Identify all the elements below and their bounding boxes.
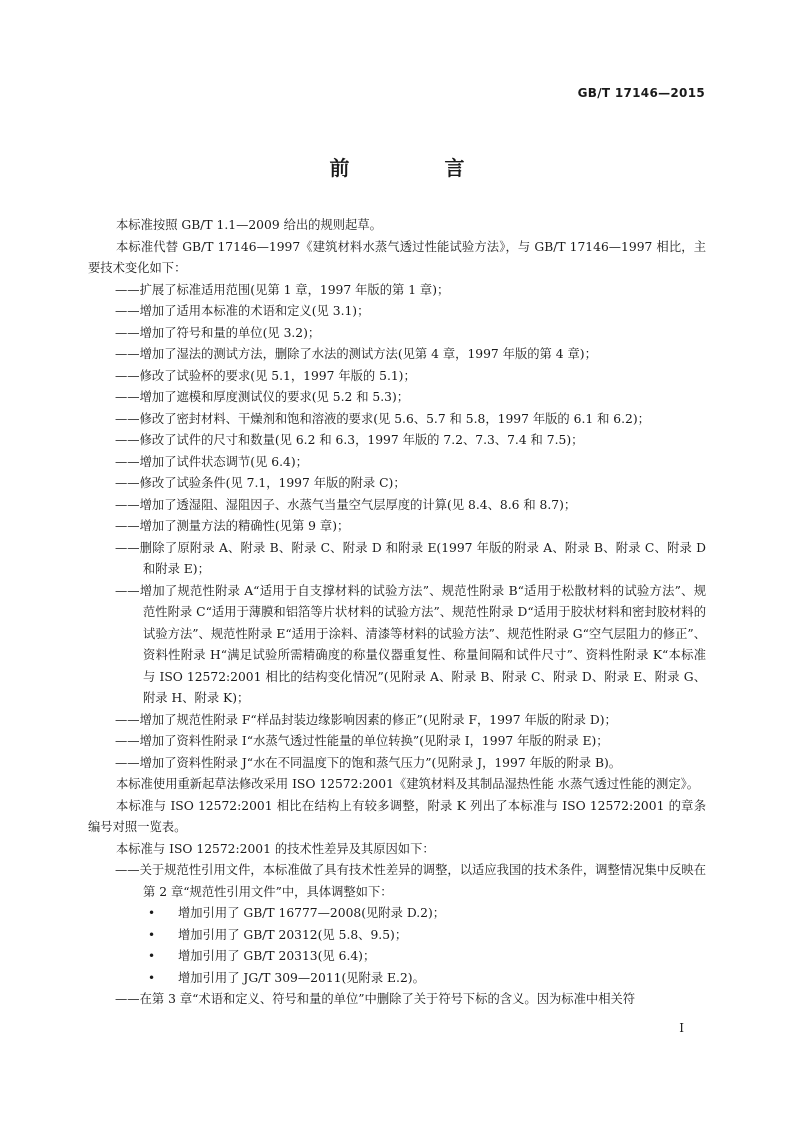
change-item: —— 增加了规范性附录 A“适用于自支撑材料的试验方法”、规范性附录 B“适用于松散材料的试验方法”、规范性附录 C“适用于薄膜和铝箔等片状材料的试验方法”、规范性附录 D“适用于胶状材料和密封胶材料的试验方法”、规范性附录 E“适用于涂料、清漆等材料的试验方法”、规范性附录 G“空气层阻力的修正”、资料性附录 H“满足试验所需精确度的称量仪器重复性、称量间隔和试件尺寸”、资料性附录 K“本标准与 ISO 12572:2001 相比的结构变化情况”(见附录 A、附录 B、附录 C、附录 D、附录 E、附录 G、附录 H、附录 K)； [88,581,706,710]
page-title: 前 言 [329,156,509,180]
bullet-item: • 增加引用了 JG/T 309—2011(见附录 E.2)。 [88,968,706,990]
difference-item: —— 在第 3 章“术语和定义、符号和量的单位”中删除了关于符号下标的含义。因为标准中相关符 [88,989,706,1011]
change-item: —— 增加了透湿阻、湿阻因子、水蒸气当量空气层厚度的计算(见 8.4、8.6 和 8.7)； [88,495,706,517]
change-item: —— 增加了湿法的测试方法，删除了水法的测试方法(见第 4 章，1997 年版的第 4 章)； [88,344,706,366]
change-item: —— 增加了遮模和厚度测试仪的要求(见 5.2 和 5.3)； [88,387,706,409]
change-item: —— 增加了符号和量的单位(见 3.2)； [88,323,706,345]
bullet-item: • 增加引用了 GB/T 20312(见 5.8、9.5)； [88,925,706,947]
preface-body [88,215,706,1011]
change-item: —— 修改了试验杯的要求(见 5.1，1997 年版的 5.1)； [88,366,706,388]
change-item: —— 增加了测量方法的精确性(见第 9 章)； [88,516,706,538]
change-item: —— 修改了密封材料、干燥剂和饱和溶液的要求(见 5.6、5.7 和 5.8，1997 年版的 6.1 和 6.2)； [88,409,706,431]
change-item: —— 删除了原附录 A、附录 B、附录 C、附录 D 和附录 E(1997 年版的附录 A、附录 B、附录 C、附录 D 和附录 E)； [88,538,706,581]
standard-code: GB/T 17146—2015 [577,86,705,100]
paragraph: 本标准与 ISO 12572:2001 的技术性差异及其原因如下： [116,841,435,856]
difference-item: —— 关于规范性引用文件，本标准做了具有技术性差异的调整，以适应我国的技术条件，调整情况集中反映在第 2 章“规范性引用文件”中，具体调整如下： [88,860,706,903]
change-item: —— 增加了试件状态调节(见 6.4)； [88,452,706,474]
change-item: —— 修改了试件的尺寸和数量(见 6.2 和 6.3，1997 年版的 7.2、7.3、7.4 和 7.5)； [88,430,706,452]
change-item: —— 修改了试验条件(见 7.1，1997 年版的附录 C)； [88,473,706,495]
paragraph: 本标准使用重新起草法修改采用 ISO 12572:2001《建筑材料及其制品湿热性能 水蒸气透过性能的测定》。 [116,777,700,791]
bullet-item: • 增加引用了 GB/T 20313(见 6.4)； [88,946,706,968]
paragraph: 本标准代替 GB/T 17146—1997《建筑材料水蒸气透过性能试验方法》，与 GB/T 17146—1997 相比，主要技术变化如下： [88,239,706,275]
change-item: —— 增加了资料性附录 J“水在不同温度下的饱和蒸气压力”(见附录 J，1997 年版的附录 B)。 [88,753,706,775]
page-number: I [679,1021,684,1035]
change-item: —— 增加了适用本标准的术语和定义(见 3.1)； [88,301,706,323]
paragraph: 本标准按照 GB/T 1.1—2009 给出的规则起草。 [116,218,382,232]
change-item: —— 增加了资料性附录 I“水蒸气透过性能量的单位转换”(见附录 I，1997 年版的附录 E)； [88,731,706,753]
bullet-item: • 增加引用了 GB/T 16777—2008(见附录 D.2)； [88,903,706,925]
paragraph: 本标准与 ISO 12572:2001 相比在结构上有较多调整，附录 K 列出了本标准与 ISO 12572:2001 的章条编号对照一览表。 [88,798,706,834]
change-item: —— 扩展了标准适用范围(见第 1 章，1997 年版的第 1 章)； [88,280,706,302]
change-item: —— 增加了规范性附录 F“样品封装边缘影响因素的修正”(见附录 F，1997 年版的附录 D)； [88,710,706,732]
